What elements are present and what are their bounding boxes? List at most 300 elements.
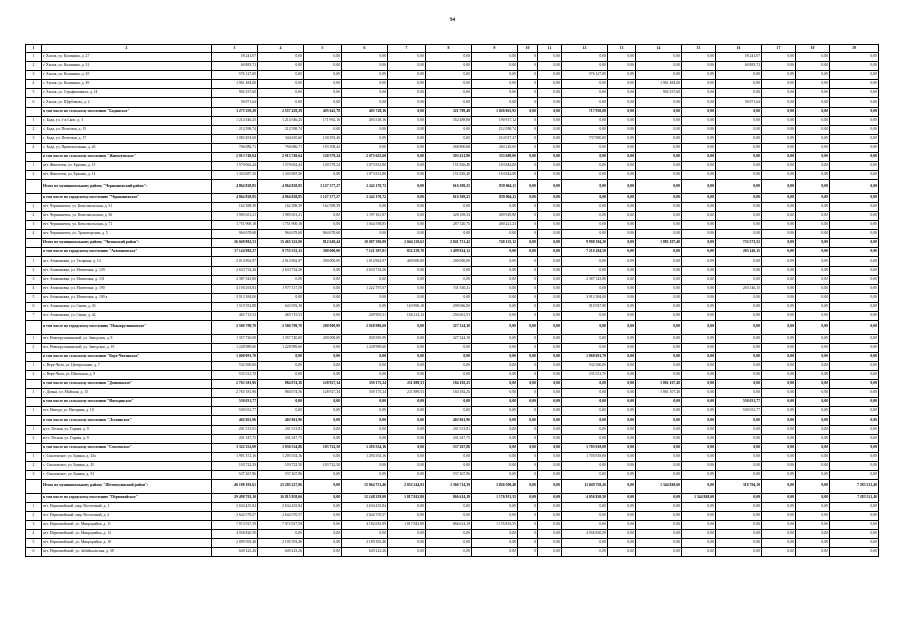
amount-cell: 400 221,23 [472, 221, 518, 230]
amount-cell: 2 841 731,42 [426, 239, 472, 248]
amount-cell: 902 337,60 [636, 89, 682, 98]
amount-cell: 0,00 [762, 257, 796, 266]
amount-cell: 0,00 [762, 153, 796, 162]
amount-cell: 0,00 [608, 302, 636, 311]
amount-cell: 459 929,80 [472, 212, 518, 221]
amount-cell: 0,00 [636, 407, 682, 416]
amount-cell: 0,00 [388, 416, 426, 425]
address-cell: пгт. Атамановка, ул. Связи, д. 43 [42, 302, 212, 311]
address-cell: г. Хилок, ул. Калинина, д. 31 [42, 62, 212, 71]
amount-cell: 0,00 [636, 202, 682, 211]
amount-cell: 0,00 [562, 153, 608, 162]
amount-cell: 0,00 [830, 53, 879, 62]
amount-cell: 0,00 [608, 125, 636, 134]
amount-cell: 0,00 [716, 89, 762, 98]
amount-cell: 0,00 [538, 352, 562, 361]
amount-cell: 1 176 931,55 [472, 493, 518, 502]
amount-cell: 0,00 [538, 548, 562, 557]
amount-cell: 0,00 [796, 416, 830, 425]
amount-cell: 0,00 [636, 302, 682, 311]
amount-cell: 0,00 [472, 71, 518, 80]
amount-cell: 0,00 [796, 480, 830, 494]
amount-cell: 0 [518, 89, 538, 98]
amount-cell: 1 176 833,55 [472, 520, 518, 529]
amount-cell: 0,00 [426, 548, 472, 557]
amount-cell: 0,00 [388, 143, 426, 152]
column-number-cell: 10 [518, 45, 538, 53]
amount-cell: 0,00 [796, 452, 830, 461]
amount-cell: 0,00 [762, 248, 796, 257]
amount-cell: 0,00 [342, 53, 388, 62]
amount-cell: 0,00 [636, 62, 682, 71]
amount-cell: 0,00 [342, 80, 388, 89]
amount-cell: 0,00 [562, 461, 608, 470]
address-cell: пгт. Жипхеген, ул. Ершова, д. 15 [42, 162, 212, 171]
amount-cell: 0,00 [682, 193, 716, 202]
amount-cell: 0,00 [608, 153, 636, 162]
amount-cell: 0,00 [636, 461, 682, 470]
address-cell: пгт. Первомайский, мкр. Восточный, д. 2 [42, 511, 212, 520]
amount-cell: 0,00 [388, 202, 426, 211]
amount-cell: 256 661,91 [426, 312, 472, 321]
amount-cell: 0,00 [682, 434, 716, 443]
amount-cell: 0,00 [796, 407, 830, 416]
amount-cell: 0,00 [538, 511, 562, 520]
amount-cell: 0,00 [472, 266, 518, 275]
amount-cell: 201 513,81 [426, 425, 472, 434]
amount-cell: 0 [518, 266, 538, 275]
table-row [26, 71, 879, 80]
amount-cell: 0,00 [608, 284, 636, 293]
amount-cell: 0,00 [682, 221, 716, 230]
amount-cell: 0,00 [538, 380, 562, 389]
amount-cell: 1 343 687,20 [212, 171, 258, 180]
amount-cell: 0,00 [830, 89, 879, 98]
amount-cell: 0,00 [304, 62, 342, 71]
amount-cell: 0,00 [830, 334, 879, 343]
address-cell: Итого по муниципальному району "Чернышевский район": [42, 180, 212, 194]
amount-cell: 0,00 [472, 371, 518, 380]
amount-cell: 1 751 900,18 [258, 221, 304, 230]
row-number-cell: 2 [26, 461, 42, 470]
amount-cell: 0,00 [636, 171, 682, 180]
amount-cell: 0,00 [342, 434, 388, 443]
address-cell: пгт. Жипхеген, ул. Ершова, д. 14 [42, 171, 212, 180]
amount-cell: 0,00 [518, 480, 538, 494]
amount-cell: 0,00 [682, 212, 716, 221]
amount-cell: 4 182 635,99 [342, 520, 388, 529]
amount-cell: 0,00 [682, 266, 716, 275]
amount-cell: 0,00 [304, 212, 342, 221]
address-cell: с. Бада, ул. 1-я Скоп, д. 3 [42, 116, 212, 125]
amount-cell: 0,00 [682, 239, 716, 248]
amount-cell: 1 705 818,00 [562, 443, 608, 452]
amount-cell: 0,00 [472, 434, 518, 443]
amount-cell: 737 880,00 [562, 134, 608, 143]
amount-cell: 0,00 [518, 352, 538, 361]
amount-cell: 0,00 [388, 193, 426, 202]
table-row [26, 162, 879, 171]
amount-cell: 0,00 [762, 284, 796, 293]
row-number-cell: 2 [26, 266, 42, 275]
amount-cell: 0 [518, 293, 538, 302]
amount-cell: 2 913 749,64 [258, 153, 304, 162]
amount-cell: 2 052 244,93 [388, 480, 426, 494]
amount-cell: 0,00 [636, 434, 682, 443]
amount-cell: 649 223,26 [258, 548, 304, 557]
address-cell: с. Верх-Чита, ул. Центральная, д. 7 [42, 361, 212, 370]
table-row [26, 502, 879, 511]
row-number-cell: 6 [26, 302, 42, 311]
row-number-cell [26, 193, 42, 202]
amount-cell: 11 049 758,26 [562, 480, 608, 494]
amount-cell: 0,00 [426, 71, 472, 80]
amount-cell: 212 598,74 [258, 125, 304, 134]
amount-cell: 0,00 [796, 548, 830, 557]
amount-cell: 0,00 [682, 352, 716, 361]
amount-cell: 0,00 [258, 371, 304, 380]
amount-cell: 0,00 [830, 548, 879, 557]
amount-cell: 2 642 570,57 [212, 511, 258, 520]
amount-cell: 0,00 [608, 361, 636, 370]
amount-cell: 0,00 [796, 107, 830, 116]
amount-cell: 0,00 [388, 407, 426, 416]
amount-cell: 0,00 [562, 266, 608, 275]
amount-cell: 0,00 [562, 257, 608, 266]
amount-cell: 402 861,96 [426, 416, 472, 425]
amount-cell: 0,00 [304, 416, 342, 425]
amount-cell: 0,00 [830, 452, 879, 461]
amount-cell: 0,00 [258, 407, 304, 416]
amount-cell: 0,00 [538, 302, 562, 311]
amount-cell: 0,00 [388, 134, 426, 143]
amount-cell: 0,00 [716, 180, 762, 194]
row-number-cell: 3 [26, 221, 42, 230]
amount-cell: 0,00 [830, 343, 879, 352]
column-number-cell: 6 [342, 45, 388, 53]
amount-cell: 7 216 284,50 [562, 248, 608, 257]
amount-cell: 0,00 [830, 134, 879, 143]
amount-cell: 0,00 [608, 257, 636, 266]
address-cell: пгт. Новокручининский, ул. Заводская, д. 8 [42, 334, 212, 343]
amount-cell: 0,00 [258, 530, 304, 539]
amount-cell: 866 614,19 [426, 520, 472, 529]
amount-cell: 0,00 [304, 434, 342, 443]
amount-cell: 0,00 [538, 266, 562, 275]
amount-cell: 1 836 534,86 [258, 443, 304, 452]
amount-cell: 0,00 [388, 171, 426, 180]
amount-cell: 0,00 [342, 275, 388, 284]
amount-cell: 0,00 [608, 180, 636, 194]
amount-cell: 0,00 [762, 162, 796, 171]
amount-cell: 0,00 [472, 334, 518, 343]
amount-cell: 0,00 [472, 248, 518, 257]
amount-cell: 344 610,60 [258, 134, 304, 143]
table-row [26, 284, 879, 293]
amount-cell: 0,00 [796, 302, 830, 311]
row-number-cell [26, 321, 42, 335]
amount-cell: 2 634 435,84 [212, 502, 258, 511]
amount-cell: 0,00 [538, 162, 562, 171]
amount-cell: 1 222 797,07 [342, 284, 388, 293]
amount-cell: 832 239,70 [388, 248, 426, 257]
amount-cell: 0,00 [682, 511, 716, 520]
amount-cell: 0,00 [636, 143, 682, 152]
amount-cell: 0,00 [538, 230, 562, 239]
amount-cell: 0 [518, 502, 538, 511]
amount-cell: 163 844,00 [472, 162, 518, 171]
amount-cell: 1 961 484,00 [212, 80, 258, 89]
amount-cell: 0,00 [716, 80, 762, 89]
amount-cell: 0,00 [682, 539, 716, 548]
amount-cell: 2 633 732,26 [342, 266, 388, 275]
amount-cell: 0,00 [682, 62, 716, 71]
row-number-cell [26, 380, 42, 389]
amount-cell: 0,00 [538, 239, 562, 248]
amount-cell: 0,00 [762, 202, 796, 211]
amount-cell: 4 056 820,50 [562, 493, 608, 502]
amount-cell: 0,00 [388, 293, 426, 302]
amount-cell: 4 190 293,83 [212, 284, 258, 293]
amount-cell: 1 082 493,60 [212, 134, 258, 143]
amount-cell: 0,00 [538, 275, 562, 284]
amount-cell: 58 241,07 [716, 53, 762, 62]
amount-cell: 0,00 [472, 275, 518, 284]
amount-cell: 7 972 927,59 [212, 520, 258, 529]
amount-cell: 4 864 828,85 [212, 193, 258, 202]
amount-cell: 859 064,11 [472, 180, 518, 194]
amount-cell: 812 649,44 [304, 239, 342, 248]
amount-cell: 0,00 [608, 107, 636, 116]
amount-cell: 103 722,50 [304, 461, 342, 470]
column-number-cell: 4 [258, 45, 304, 53]
amount-cell: 0,00 [538, 461, 562, 470]
amount-cell: 2 586 709,70 [258, 321, 304, 335]
amount-cell: 0,00 [342, 98, 388, 107]
amount-cell: 0,00 [472, 530, 518, 539]
amount-cell: 0,00 [518, 248, 538, 257]
amount-cell: 0,00 [636, 116, 682, 125]
amount-cell: 1 981 372,16 [212, 452, 258, 461]
amount-cell: 1 214 546,25 [212, 116, 258, 125]
row-number-cell: 1 [26, 53, 42, 62]
amount-cell: 0,00 [762, 180, 796, 194]
amount-cell: 0,00 [830, 416, 879, 425]
amount-cell: 0,00 [830, 257, 879, 266]
amount-cell: 0,00 [716, 321, 762, 335]
amount-cell: 0,00 [388, 275, 426, 284]
amount-cell: 0,00 [304, 471, 342, 480]
repair-funding-table [25, 44, 879, 557]
address-cell: с. Бада, ул. Почтовая, д. 15 [42, 125, 212, 134]
amount-cell: 0,00 [716, 416, 762, 425]
subtotal-row [26, 239, 879, 248]
subtotal-row [26, 180, 879, 194]
amount-cell: 0 [518, 171, 538, 180]
amount-cell: 830 595,90 [342, 334, 388, 343]
amount-cell: 0,00 [342, 530, 388, 539]
amount-cell: 0,00 [716, 371, 762, 380]
amount-cell: 535 531,70 [212, 371, 258, 380]
amount-cell: 0,00 [636, 71, 682, 80]
amount-cell: 0,00 [608, 80, 636, 89]
amount-cell: 0,00 [258, 71, 304, 80]
row-number-cell: 1 [26, 257, 42, 266]
amount-cell: 0,00 [562, 143, 608, 152]
amount-cell: 0,00 [762, 416, 796, 425]
row-number-cell: 2 [26, 434, 42, 443]
amount-cell: 0,00 [682, 71, 716, 80]
amount-cell: 0,00 [472, 539, 518, 548]
amount-cell: 171 992,16 [304, 116, 342, 125]
amount-cell: 0,00 [388, 425, 426, 434]
amount-cell: 0,00 [796, 125, 830, 134]
amount-cell: 0,00 [342, 134, 388, 143]
amount-cell: 0 [518, 371, 538, 380]
amount-cell: 0,00 [796, 98, 830, 107]
amount-cell: 0,00 [636, 53, 682, 62]
amount-cell: 0,00 [830, 371, 879, 380]
amount-cell: 0,00 [538, 143, 562, 152]
amount-cell: 0,00 [796, 343, 830, 352]
address-cell: в том числе по городскому поселению "Первомайское" [42, 493, 212, 502]
address-cell: пгт. Чернышевск, ул. Комсомольская, д. 36 [42, 212, 212, 221]
row-number-cell: 1 [26, 407, 42, 416]
amount-cell: 0,00 [716, 461, 762, 470]
amount-cell: 193 108,42 [304, 143, 342, 152]
amount-cell: 0,00 [796, 116, 830, 125]
amount-cell: 0,00 [304, 480, 342, 494]
amount-cell: 0,00 [472, 502, 518, 511]
amount-cell: 0,00 [608, 248, 636, 257]
amount-cell: 0,00 [258, 275, 304, 284]
amount-cell: 16 815 958,66 [258, 493, 304, 502]
amount-cell: 3 826 508,48 [472, 480, 518, 494]
amount-cell: 0,00 [538, 284, 562, 293]
amount-cell: 0 [518, 511, 538, 520]
address-cell: пгт. Атамановка, ул. Матюгина, д. 131 [42, 275, 212, 284]
amount-cell: 0,00 [762, 62, 796, 71]
amount-cell: 493 518,16 [342, 116, 388, 125]
amount-cell: 0,00 [682, 343, 716, 352]
amount-cell: 0,00 [636, 398, 682, 407]
amount-cell: 859 064,11 [472, 193, 518, 202]
amount-cell: 0,00 [426, 530, 472, 539]
amount-cell: 0,00 [636, 371, 682, 380]
amount-cell: 0,00 [388, 548, 426, 557]
amount-cell: 0,00 [682, 162, 716, 171]
amount-cell: 0,00 [388, 80, 426, 89]
amount-cell: 0,00 [538, 361, 562, 370]
amount-cell: 616 309,25 [426, 193, 472, 202]
amount-cell: 0,00 [562, 116, 608, 125]
amount-cell: 0,00 [518, 493, 538, 502]
amount-cell: 0,00 [762, 230, 796, 239]
amount-cell: 0,00 [562, 162, 608, 171]
amount-cell: 0 [518, 284, 538, 293]
amount-cell: 0,00 [716, 334, 762, 343]
amount-cell: 0,00 [608, 53, 636, 62]
table-row [26, 548, 879, 557]
amount-cell: 0,00 [682, 530, 716, 539]
amount-cell: 9 755 552,32 [258, 248, 304, 257]
amount-cell: 402 861,96 [212, 416, 258, 425]
amount-cell: 0,00 [762, 143, 796, 152]
amount-cell: 0,00 [472, 407, 518, 416]
amount-cell: 0,00 [762, 443, 796, 452]
amount-cell: 0,00 [796, 425, 830, 434]
amount-cell: 0,00 [472, 89, 518, 98]
amount-cell: 0,00 [342, 230, 388, 239]
amount-cell: 0,00 [426, 80, 472, 89]
amount-cell: 0,00 [608, 511, 636, 520]
amount-cell: 0,00 [538, 71, 562, 80]
amount-cell: 0,00 [304, 530, 342, 539]
amount-cell: 1 014 962,97 [342, 257, 388, 266]
amount-cell: 0,00 [682, 398, 716, 407]
amount-cell: 0,00 [636, 107, 682, 116]
amount-cell: 0 [518, 312, 538, 321]
table-row [26, 98, 879, 107]
amount-cell: 0,00 [608, 371, 636, 380]
amount-cell: 4 864 828,85 [258, 180, 304, 194]
amount-cell: 0,00 [426, 266, 472, 275]
amount-cell: 4 864 828,85 [258, 193, 304, 202]
row-number-cell: 4 [26, 530, 42, 539]
table-row [26, 275, 879, 284]
amount-cell: 0,00 [636, 334, 682, 343]
amount-cell: 0,00 [682, 361, 716, 370]
amount-cell: 1 197 611,87 [342, 212, 388, 221]
amount-cell: 532 560,00 [562, 361, 608, 370]
amount-cell: 0,00 [716, 380, 762, 389]
amount-cell: 0,00 [608, 443, 636, 452]
amount-cell: 0,00 [388, 71, 426, 80]
amount-cell: 0,00 [796, 62, 830, 71]
amount-cell: 530 031,77 [212, 398, 258, 407]
amount-cell: 2 044 129,62 [388, 239, 426, 248]
amount-cell: 0 [518, 53, 538, 62]
amount-cell: 0,00 [388, 539, 426, 548]
table-row [26, 461, 879, 470]
row-number-cell: 3 [26, 134, 42, 143]
amount-cell: 0,00 [636, 548, 682, 557]
column-number-cell: 17 [762, 45, 796, 53]
amount-cell: 0,00 [608, 134, 636, 143]
amount-cell: 0,00 [538, 480, 562, 494]
amount-cell: 530 031,77 [716, 407, 762, 416]
amount-cell: 0,00 [762, 520, 796, 529]
amount-cell: 0,00 [636, 193, 682, 202]
row-number-cell [26, 480, 42, 494]
amount-cell: 2 014 962,97 [212, 257, 258, 266]
amount-cell: 0,00 [342, 302, 388, 311]
amount-cell: 0,00 [538, 180, 562, 194]
amount-cell: 0,00 [426, 125, 472, 134]
amount-cell: 0,00 [762, 539, 796, 548]
amount-cell: 0,00 [796, 352, 830, 361]
amount-cell: 0,00 [636, 134, 682, 143]
address-cell: с. Смоленское, ул. Буянка, д. 45 [42, 461, 212, 470]
amount-cell: 535 531,70 [562, 371, 608, 380]
amount-cell: 0,00 [682, 284, 716, 293]
amount-cell: 0,00 [472, 80, 518, 89]
amount-cell: 0 [518, 452, 538, 461]
amount-cell: 0 [518, 539, 538, 548]
amount-cell: 128 927,34 [304, 389, 342, 398]
amount-cell: 0,00 [608, 452, 636, 461]
amount-cell: 0 [518, 302, 538, 311]
